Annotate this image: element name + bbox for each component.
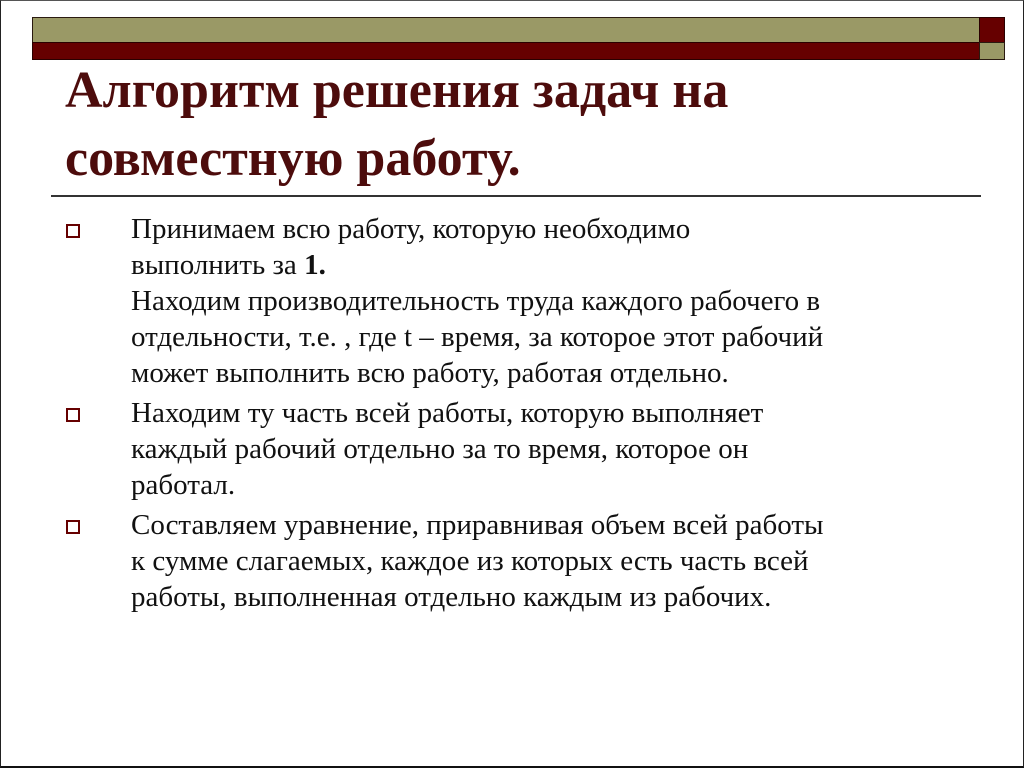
header-corner-maroon-square — [979, 17, 1005, 43]
bullet-2-line-3: работал. — [131, 469, 236, 501]
bullet-1-bold-number: 1. — [304, 249, 326, 281]
bullet-item-1 — [65, 211, 965, 391]
bullet-1-line-3: Находим производительность труда каждого рабочего в — [131, 285, 821, 317]
hollow-square-bullet-icon — [66, 408, 80, 422]
title-line-2: совместную работу. — [65, 130, 521, 187]
bullet-item-3 — [65, 507, 965, 615]
bullet-item-2 — [65, 395, 965, 503]
bullet-2-line-2: каждый рабочий отдельно за то время, которое он — [131, 433, 749, 465]
bullet-1-line-2-text: выполнить за — [131, 249, 305, 281]
bullet-2-line-1: Находим ту часть всей работы, которую выполняет — [131, 397, 764, 429]
decorative-header-band — [32, 17, 980, 59]
bullet-list — [65, 211, 965, 619]
bullet-1-line-5: может выполнить всю работу, работая отдельно. — [131, 357, 729, 389]
bullet-1-line-1: Принимаем всю работу, которую необходимо — [131, 213, 691, 245]
header-corner-olive-square — [979, 42, 1005, 60]
bullet-3-line-3: работы, выполненная отдельно каждым из рабочих. — [131, 581, 772, 613]
hollow-square-bullet-icon — [66, 224, 80, 238]
bullet-3-line-1: Составляем уравнение, приравнивая объем всей работы — [131, 509, 824, 541]
bullet-3-line-2: к сумме слагаемых, каждое из которых есть часть всей — [131, 545, 809, 577]
title-divider — [51, 195, 981, 197]
title-line-1: Алгоритм решения задач на — [65, 62, 729, 119]
slide-title — [65, 57, 965, 193]
bullet-1-line-4: отдельности, т.е. , где t – время, за которое этот рабочий — [131, 321, 824, 353]
hollow-square-bullet-icon — [66, 520, 80, 534]
bullet-1-line-2 — [131, 247, 965, 283]
header-band-olive — [32, 17, 980, 43]
